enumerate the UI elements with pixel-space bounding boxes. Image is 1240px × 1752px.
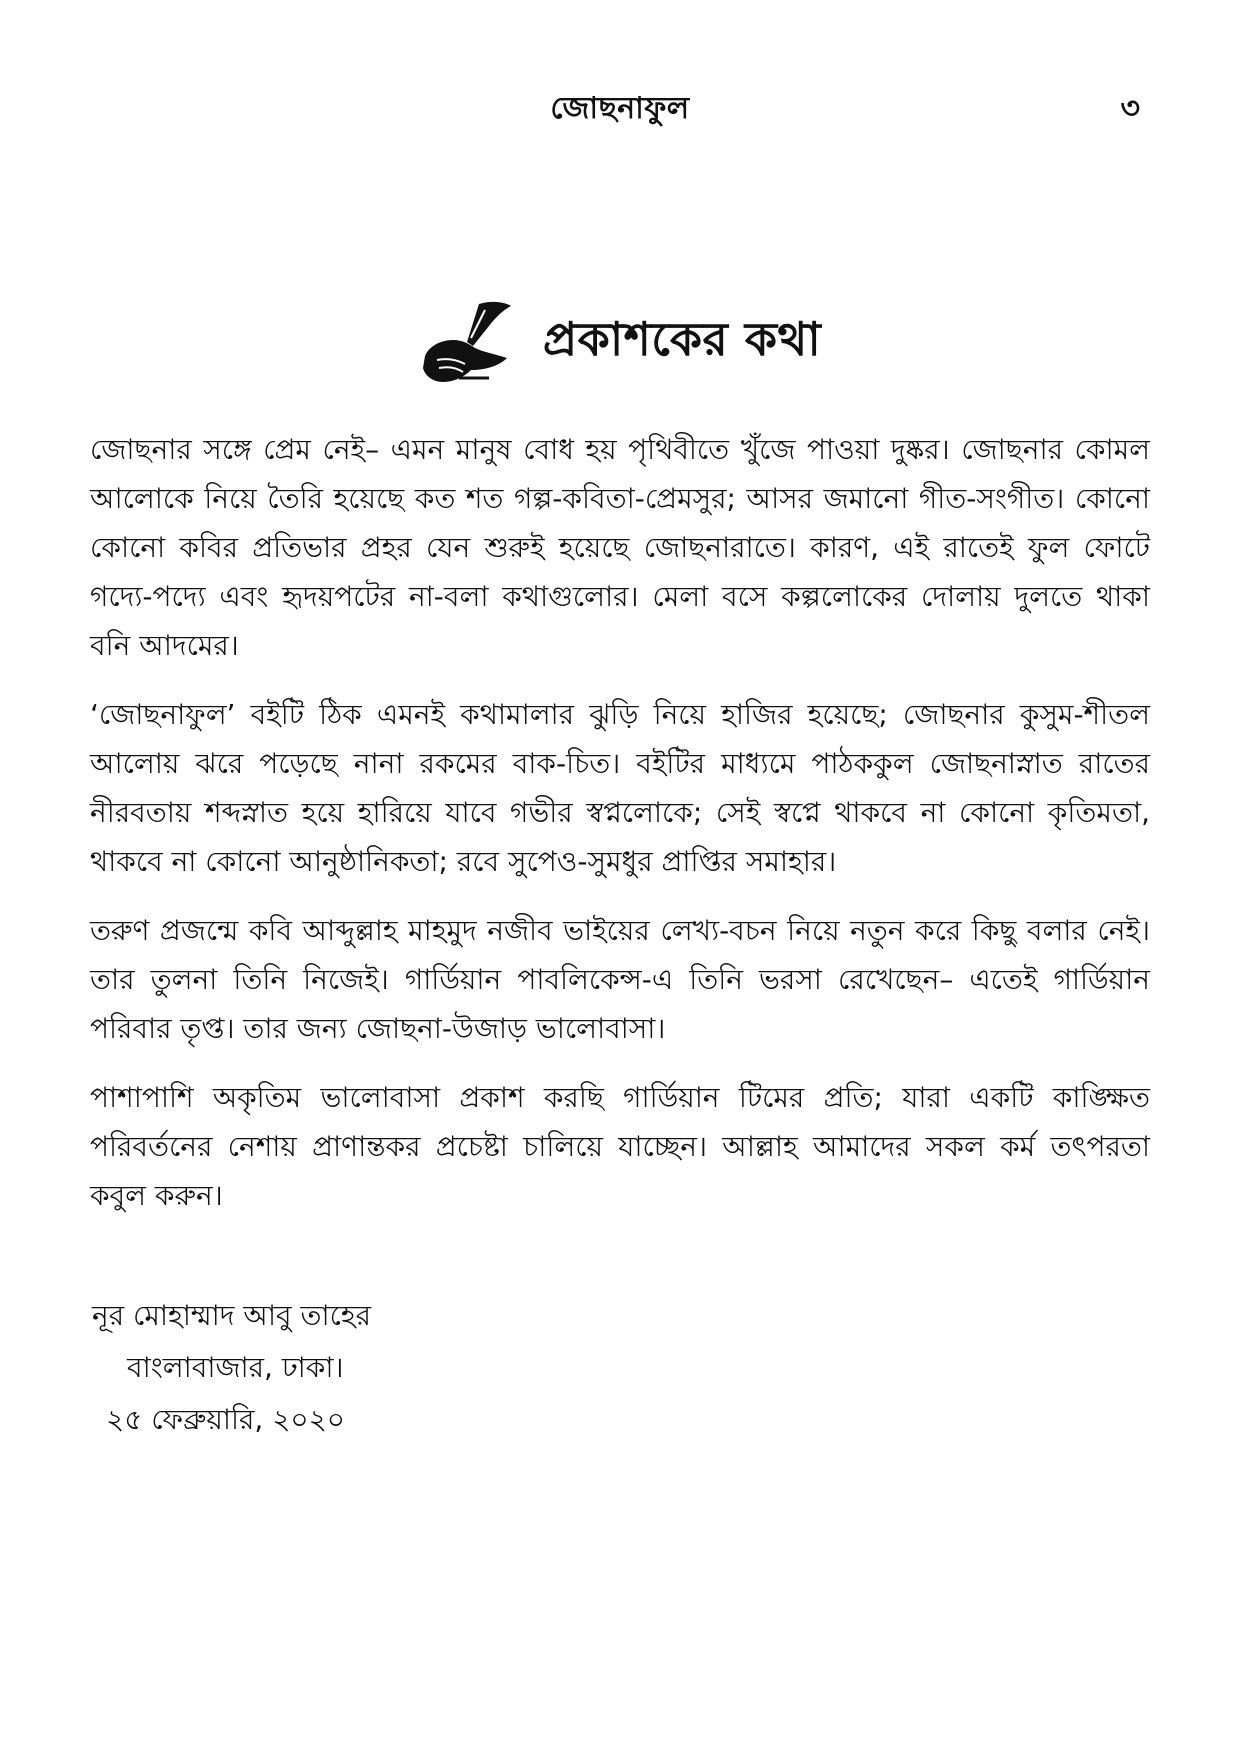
body-text xyxy=(90,425,1150,1240)
paragraph-4: পাশাপাশি অকৃতিম ভালোবাসা প্রকাশ করছি গার্ডিয়ান টিমের প্রতি; যারা একটি কাঙ্ক্ষিত পরিবর্তনের নেশায় প্রাণান্তকর প্রচেষ্টা চালিয়ে যাচ্ছেন। আল্লাহ আমাদের সকল কর্ম তৎপরতা কবুল করুন। xyxy=(90,1081,1150,1212)
signature-date: ২৫ ফেব্রুয়ারি, ২০২০ xyxy=(106,1403,346,1436)
page-title: প্রকাশকের কথা xyxy=(542,312,822,366)
running-title: জোছনাফুল xyxy=(550,91,690,126)
paragraph-2: ‘জোছনাফুল’ বইটি ঠিক এমনই কথামালার ঝুড়ি নিয়ে হাজির হয়েছে; জোছনার কুসুম-শীতল আলোয় ঝরে পড়েছে নানা রকমের বাক-চিত। বইটির মাধ্যমে পাঠককুল জোছনাস্নাত রাতের নীরবতায় শব্দস্নাত হয়ে হারিয়ে যাবে গভীর স্বপ্নলোকে; সেই স্বপ্নে থাকবে না কোনো কৃতিমতা, থাকবে না কোনো আনুষ্ঠানিকতা; রবে সুপেও-সুমধুর প্রাপ্তির সমাহার। xyxy=(90,698,1150,878)
quill-pen-icon xyxy=(419,300,515,386)
section-heading xyxy=(0,300,1240,386)
signature-place: বাংলাবাজার, ঢাকা। xyxy=(127,1351,344,1384)
signature-name: নূর মোহাম্মাদ আবু তাহের xyxy=(92,1299,372,1332)
paragraph-3: তরুণ প্রজন্মে কবি আব্দুল্লাহ মাহমুদ নজীব ভাইয়ের লেখ্য-বচন নিয়ে নতুন করে কিছু বলার নেই। তার তুলনা তিনি নিজেই। গার্ডিয়ান পাবলিকেন্স-এ তিনি ভরসা রেখেছেন– এতেই গার্ডিয়ান পরিবার তৃপ্ত। তার জন্য জোছনা-উজাড় ভালোবাসা। xyxy=(90,914,1150,1045)
signature-block xyxy=(92,1290,371,1446)
paragraph-1: জোছনার সঙ্গে প্রেম নেই– এমন মানুষ বোধ হয় পৃথিবীতে খুঁজে পাওয়া দুষ্কর। জোছনার কোমল আলোকে নিয়ে তৈরি হয়েছে কত শত গল্প-কবিতা-প্রেমসুর; আসর জমানো গীত-সংগীত। কোনো কোনো কবির প্রতিভার প্রহর যেন শুরুই হয়েছে জোছনারাতে। কারণ, এই রাতেই ফুল ফোটে গদ্যে-পদ্যে এবং হৃদয়পটের না-বলা কথাগুলোর। মেলা বসে কল্পলোকের দোলায় দুলতে থাকা বনি আদমের। xyxy=(90,433,1150,662)
page-number: ৩ xyxy=(1120,91,1140,126)
